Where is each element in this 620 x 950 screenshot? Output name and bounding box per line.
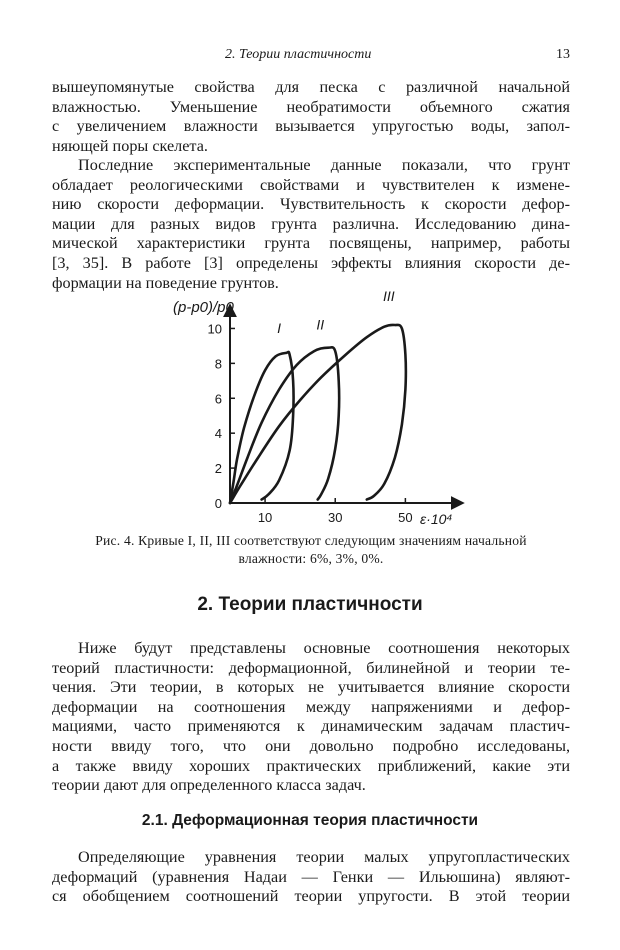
paragraph-line: мической характеристики грунта посвящены, например, работы [52,234,570,253]
paragraph-3 [52,639,570,796]
paragraph-line: обладает реологическими свойствами и чувствителен к измене- [52,175,570,194]
paragraph-4 [52,848,570,907]
figure-4 [150,287,470,527]
paragraph-line: теории дают для определенного класса задач. [52,776,366,795]
paragraph-line: ся обобщением соотношений теории упругости. В этой теории [52,887,570,906]
curve-iii [230,325,406,503]
caption-line-2: влажности: 6%, 3%, 0%. [238,551,384,566]
paragraph-line: теорий пластичности: деформационной, билинейной и теории те- [52,658,570,677]
y-tick-label: 4 [214,426,222,442]
paragraph-line: деформации на соотношения между напряжениями и дефор- [52,697,570,716]
paragraph-1 [52,78,570,156]
figure-caption [52,532,570,568]
y-tick-label: 6 [214,391,222,407]
paragraph-line: няющей поры скелета. [52,136,208,155]
y-tick-label: 10 [207,321,222,337]
curve-label-iii: III [383,287,395,304]
paragraph-line: влажностью. Уменьшение необратимости объемного сжатия [52,97,570,116]
x-tick-label: 30 [327,510,343,525]
paragraph-line: [3, 35]. В работе [3] определены эффекты влияния скорости де- [52,253,570,272]
y-tick-label: 8 [214,356,222,372]
paragraph-2 [52,156,570,293]
x-tick-label: 50 [398,510,413,525]
section-title: 2. Теории пластичности [197,594,423,615]
paragraph-line: Определяющие уравнения теории малых упругопластических [78,848,570,866]
y-tick-label: 2 [214,461,222,477]
paragraph-line: а также ввиду хороших практических приближений, какие эти [52,756,570,775]
x-axis-label: ε·10⁴ [420,511,453,527]
caption-label: Рис. 4. [95,533,135,548]
paragraph-line: нию скорости деформации. Чувствительность к скорости дефор- [52,195,570,214]
caption-line-1 [52,532,570,550]
paragraph-line: мациями, часто применяются к динамическим задачам пластич- [52,717,570,736]
caption-text: Кривые I, II, III соответствуют следующим значениям начальной [138,533,527,548]
paragraph-line: вышеупомянутые свойства для песка с различной начальной [52,78,570,96]
paragraph-line: с увеличением влажности вызывается упругостью воды, запол- [52,117,570,136]
curve-label-i: I [277,319,282,336]
y-axis-label: (p-p0)/p0 [173,299,234,316]
paragraph-line: чения. Эти теории, в которых не учитывается влияние скорости [52,678,570,697]
paragraph-line: Последние экспериментальные данные показали, что грунт [78,156,570,174]
running-header [50,47,570,69]
paragraph-line: формации на поведение грунтов. [52,273,279,292]
x-tick-label: 10 [257,510,273,525]
paragraph-line: мации для разных видов грунта различна. Исследованию дина- [52,214,570,233]
paragraph-line: деформаций (уравнения Надаи — Генки — Ильюшина) являют- [52,867,570,886]
y-tick-label: 0 [214,496,222,511]
curve-ii [230,347,339,503]
paragraph-line: ности ввиду того, что они довольно подробно исследованы, [52,736,570,755]
stress-strain-chart [150,287,470,527]
curve-label-ii: II [316,316,325,333]
running-title: 2. Теории пластичности [225,47,372,62]
page-number: 13 [556,47,570,62]
subsection-title: 2.1. Деформационная теория пластичности [141,812,479,829]
paragraph-line: Ниже будут представлены основные соотношения некоторых [78,639,570,657]
